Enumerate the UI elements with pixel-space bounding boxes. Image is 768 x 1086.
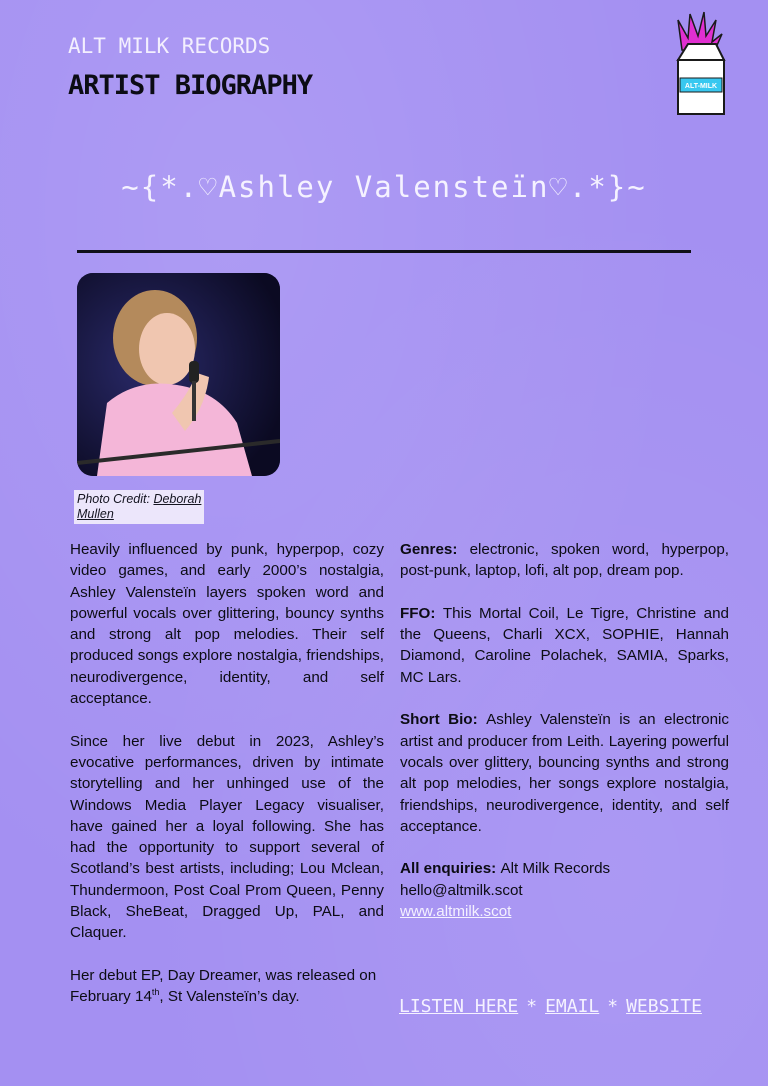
bio-paragraph-debut bbox=[70, 965, 384, 1008]
ffo-label: FFO: bbox=[400, 604, 443, 622]
ffo-text: This Mortal Coil, Le Tigre, Christine and the Queens, Charli XCX, SOPHIE, Hannah Diamond, Caroline Polachek, SAMIA, Sparks, MC Lars. bbox=[400, 604, 729, 686]
label-name: ALT MILK RECORDS bbox=[68, 34, 271, 58]
page-title: ARTIST BIOGRAPHY bbox=[68, 70, 313, 101]
bio-paragraph-influences: Heavily influenced by punk, hyperpop, cozy video games, and early 2000’s nostalgia, Ashley Valensteïn layers spoken word and powerful vocals over glittering, bouncy synths and strong alt pop melodies. Their self produced songs explore nostalgia, friendships, neurodivergence, identity, and self acceptance. bbox=[70, 541, 384, 708]
artist-name-heading: ~{*.♡Ashley Valensteïn♡.*}~ bbox=[121, 170, 647, 204]
photo-credit-link-part1[interactable]: Deborah bbox=[153, 492, 202, 506]
photo-credit-label: Photo Credit: bbox=[77, 492, 150, 506]
short-bio-text: Ashley Valensteïn is an electronic artist and producer from Leith. Layering powerful vocals over glittery, bouncing synths and strong alt pop melodies, her songs explore nostalgia, friendships, neurodivergence, identity, and self acceptance. bbox=[400, 711, 729, 835]
photo-credit-link-part2[interactable]: Mullen bbox=[77, 507, 114, 521]
logo-text: ALT-MILK bbox=[684, 83, 718, 90]
debut-text-b: , St Valensteïn’s day. bbox=[159, 988, 300, 1006]
website-bottom-link[interactable]: WEBSITE bbox=[626, 996, 702, 1017]
divider-line bbox=[77, 250, 691, 253]
photo-credit bbox=[74, 490, 204, 524]
bio-paragraph-live: Since her live debut in 2023, Ashley’s evocative performances, driven by intimate storytelling and her unhinged use of the Windows Media Player Legacy visualiser, have gained her a loyal following. She has had the opportunity to support several of Scotland’s best artists, including; Lou Mclean, Thundermoon, Post Coal Prom Queen, Penny Black, SheBeat, Dragged Up, PAL, and Claquer. bbox=[70, 732, 384, 942]
separator: * bbox=[526, 996, 538, 1017]
genres-paragraph bbox=[400, 539, 729, 582]
genres-label: Genres: bbox=[400, 541, 470, 558]
enquiries-email[interactable]: hello@altmilk.scot bbox=[400, 881, 523, 899]
website-link[interactable]: www.altmilk.scot bbox=[400, 903, 512, 921]
separator: * bbox=[607, 996, 619, 1017]
bio-left-column bbox=[70, 539, 384, 1029]
debut-text-sup: th bbox=[151, 987, 160, 998]
email-link[interactable]: EMAIL bbox=[545, 996, 600, 1017]
debut-text-a: Her debut EP, Day Dreamer, was released on February 14 bbox=[70, 966, 377, 1006]
enquiries-label: All enquiries: bbox=[400, 860, 501, 878]
genres-text: electronic, spoken word, hyperpop, post-punk, laptop, lofi, alt pop, dream pop. bbox=[400, 541, 729, 580]
enquiries-org: Alt Milk Records bbox=[500, 860, 611, 878]
alt-milk-logo bbox=[668, 10, 730, 118]
artist-photo bbox=[77, 273, 280, 476]
info-right-column bbox=[400, 539, 729, 944]
ffo-paragraph bbox=[400, 603, 729, 688]
listen-here-link[interactable]: LISTEN HERE bbox=[399, 996, 519, 1017]
enquiries-paragraph bbox=[400, 858, 729, 922]
short-bio-label: Short Bio: bbox=[400, 711, 487, 729]
bottom-links bbox=[399, 996, 702, 1017]
short-bio-paragraph bbox=[400, 709, 729, 837]
